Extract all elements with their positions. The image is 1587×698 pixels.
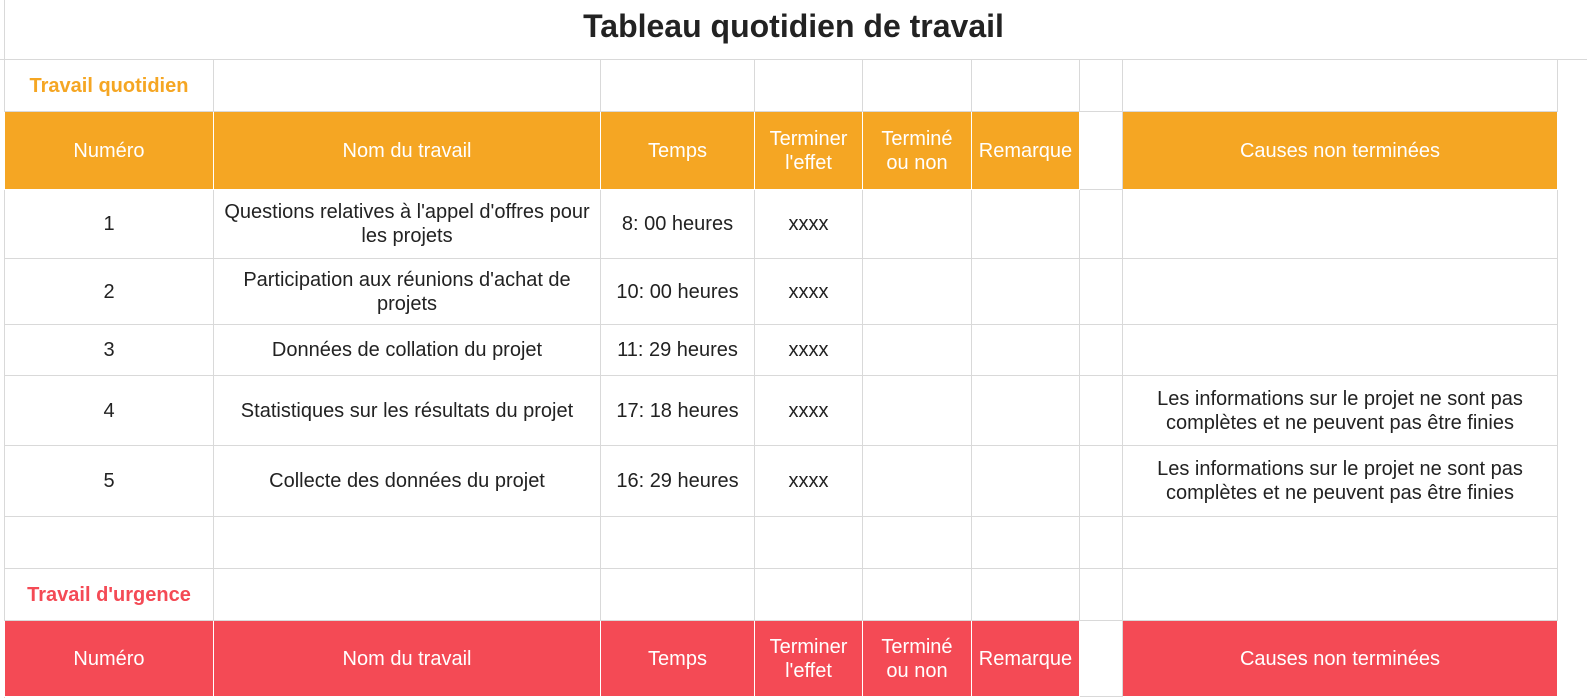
empty-cell[interactable]	[755, 569, 863, 621]
cell-numero[interactable]: 4	[5, 376, 214, 446]
empty-cell[interactable]	[1080, 60, 1123, 112]
cell-remarque[interactable]	[972, 376, 1080, 446]
header-effet[interactable]: Terminer l'effet	[755, 112, 863, 190]
cell-nom[interactable]: Données de collation du projet	[214, 325, 601, 376]
cell-effet[interactable]: xxxx	[755, 376, 863, 446]
header-termine[interactable]: Terminé ou non	[863, 621, 972, 697]
cell-remarque[interactable]	[972, 190, 1080, 259]
empty-cell[interactable]	[1123, 569, 1558, 621]
daily-section-row	[5, 60, 1558, 112]
empty-cell[interactable]	[972, 569, 1080, 621]
header-termine[interactable]: Terminé ou non	[863, 112, 972, 190]
empty-cell[interactable]	[755, 60, 863, 112]
empty-cell[interactable]	[972, 60, 1080, 112]
cell-causes[interactable]	[1123, 259, 1558, 325]
cell-termine[interactable]	[863, 325, 972, 376]
empty-cell[interactable]	[863, 60, 972, 112]
header-numero[interactable]: Numéro	[5, 621, 214, 697]
empty-cell[interactable]	[601, 517, 755, 569]
empty-cell[interactable]	[1080, 112, 1123, 190]
cell-numero[interactable]: 2	[5, 259, 214, 325]
empty-cell[interactable]	[1080, 621, 1123, 697]
title-row	[0, 0, 1587, 60]
work-table	[4, 59, 1558, 697]
cell-causes[interactable]	[1123, 190, 1558, 259]
empty-cell[interactable]	[1080, 446, 1123, 517]
header-temps[interactable]: Temps	[601, 621, 755, 697]
daily-header-row	[5, 112, 1558, 190]
header-nom[interactable]: Nom du travail	[214, 621, 601, 697]
table-row	[5, 446, 1558, 517]
cell-causes[interactable]: Les informations sur le projet ne sont pas complètes et ne peuvent pas être finies	[1123, 446, 1558, 517]
cell-termine[interactable]	[863, 376, 972, 446]
empty-cell[interactable]	[863, 517, 972, 569]
cell-nom[interactable]: Participation aux réunions d'achat de projets	[214, 259, 601, 325]
empty-cell[interactable]	[1123, 517, 1558, 569]
empty-cell[interactable]	[1123, 60, 1558, 112]
cell-numero[interactable]: 5	[5, 446, 214, 517]
empty-cell[interactable]	[1080, 376, 1123, 446]
cell-effet[interactable]: xxxx	[755, 259, 863, 325]
header-temps[interactable]: Temps	[601, 112, 755, 190]
cell-termine[interactable]	[863, 190, 972, 259]
empty-cell[interactable]	[972, 517, 1080, 569]
empty-cell[interactable]	[1080, 190, 1123, 259]
header-causes[interactable]: Causes non terminées	[1123, 112, 1558, 190]
table-row	[5, 325, 1558, 376]
cell-effet[interactable]: xxxx	[755, 325, 863, 376]
cell-nom[interactable]: Statistiques sur les résultats du projet	[214, 376, 601, 446]
cell-termine[interactable]	[863, 259, 972, 325]
cell-termine[interactable]	[863, 446, 972, 517]
empty-cell[interactable]	[755, 517, 863, 569]
header-remarque[interactable]: Remarque	[972, 621, 1080, 697]
empty-cell[interactable]	[5, 517, 214, 569]
daily-section-label[interactable]: Travail quotidien	[5, 60, 214, 112]
cell-causes[interactable]: Les informations sur le projet ne sont pas complètes et ne peuvent pas être finies	[1123, 376, 1558, 446]
cell-numero[interactable]: 1	[5, 190, 214, 259]
cell-remarque[interactable]	[972, 259, 1080, 325]
cell-temps[interactable]: 10: 00 heures	[601, 259, 755, 325]
cell-remarque[interactable]	[972, 446, 1080, 517]
cell-remarque[interactable]	[972, 325, 1080, 376]
table-row	[5, 190, 1558, 259]
header-remarque[interactable]: Remarque	[972, 112, 1080, 190]
empty-cell[interactable]	[214, 517, 601, 569]
urgent-header-row	[5, 621, 1558, 697]
empty-row	[5, 517, 1558, 569]
cell-nom[interactable]: Questions relatives à l'appel d'offres pour les projets	[214, 190, 601, 259]
header-numero[interactable]: Numéro	[5, 112, 214, 190]
empty-cell[interactable]	[214, 569, 601, 621]
empty-cell[interactable]	[1080, 259, 1123, 325]
cell-effet[interactable]: xxxx	[755, 190, 863, 259]
cell-temps[interactable]: 17: 18 heures	[601, 376, 755, 446]
urgent-section-row	[5, 569, 1558, 621]
sheet-title: Tableau quotidien de travail	[583, 8, 1004, 44]
cell-nom[interactable]: Collecte des données du projet	[214, 446, 601, 517]
header-causes[interactable]: Causes non terminées	[1123, 621, 1558, 697]
empty-cell[interactable]	[1080, 517, 1123, 569]
empty-cell[interactable]	[601, 60, 755, 112]
empty-cell[interactable]	[863, 569, 972, 621]
empty-cell[interactable]	[601, 569, 755, 621]
cell-temps[interactable]: 11: 29 heures	[601, 325, 755, 376]
table-row	[5, 376, 1558, 446]
cell-effet[interactable]: xxxx	[755, 446, 863, 517]
cell-temps[interactable]: 8: 00 heures	[601, 190, 755, 259]
empty-cell[interactable]	[1080, 325, 1123, 376]
header-effet[interactable]: Terminer l'effet	[755, 621, 863, 697]
empty-cell[interactable]	[1080, 569, 1123, 621]
cell-numero[interactable]: 3	[5, 325, 214, 376]
table-row	[5, 259, 1558, 325]
header-nom[interactable]: Nom du travail	[214, 112, 601, 190]
empty-cell[interactable]	[214, 60, 601, 112]
urgent-section-label[interactable]: Travail d'urgence	[5, 569, 214, 621]
cell-causes[interactable]	[1123, 325, 1558, 376]
cell-temps[interactable]: 16: 29 heures	[601, 446, 755, 517]
